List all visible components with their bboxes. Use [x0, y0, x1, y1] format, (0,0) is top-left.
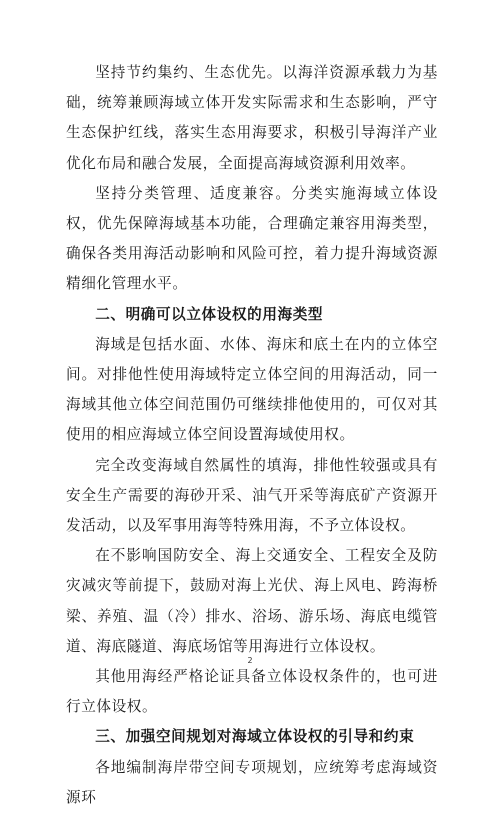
paragraph-excluded-uses: 完全改变海域自然属性的填海，排他性较强或具有安全生产需要的海砂开采、油气开采等海底矿产资源开发活动，以及军事用海等特殊用海，不予立体设权。 [66, 456, 438, 535]
paragraph-conservation: 坚持节约集约、生态优先。以海洋资源承载力为基础，统筹兼顾海域立体开发实际需求和生态影响，严守生态保护红线，落实生态用海要求，积极引导海洋产业优化布局和融合发展，全面提高海域资源利用效率。 [66, 64, 438, 172]
paragraph-other-uses: 其他用海经严格论证具备立体设权条件的，也可进行立体设权。 [66, 668, 438, 716]
section-heading-3: 三、加强空间规划对海域立体设权的引导和约束 [95, 728, 415, 746]
paragraph-encouraged-uses: 在不影响国防安全、海上交通安全、工程安全及防灾减灾等前提下，鼓励对海上光伏、海上风电、跨海桥梁、养殖、温（冷）排水、浴场、游乐场、海底电缆管道、海底隧道、海底场馆等用海进行立体设权。 [66, 547, 438, 655]
section-heading-2: 二、明确可以立体设权的用海类型 [95, 305, 324, 323]
paragraph-classified-management: 坚持分类管理、适度兼容。分类实施海域立体设权，优先保障海域基本功能，合理确定兼容用海类型，确保各类用海活动影响和风险可控，着力提升海域资源精细化管理水平。 [66, 184, 438, 293]
document-body [66, 58, 438, 813]
page-number: 2 [247, 656, 253, 665]
paragraph-sea-area-definition: 海域是包括水面、水体、海床和底土在内的立体空间。对排他性使用海域特定立体空间的用海活动，同一海域其他立体空间范围仍可继续排他使用的，可仅对其使用的相应海域立体空间设置海域使用权。 [66, 335, 438, 444]
paragraph-coastal-planning: 各地编制海岸带空间专项规划，应统筹考虑海域资源环 [66, 758, 438, 806]
